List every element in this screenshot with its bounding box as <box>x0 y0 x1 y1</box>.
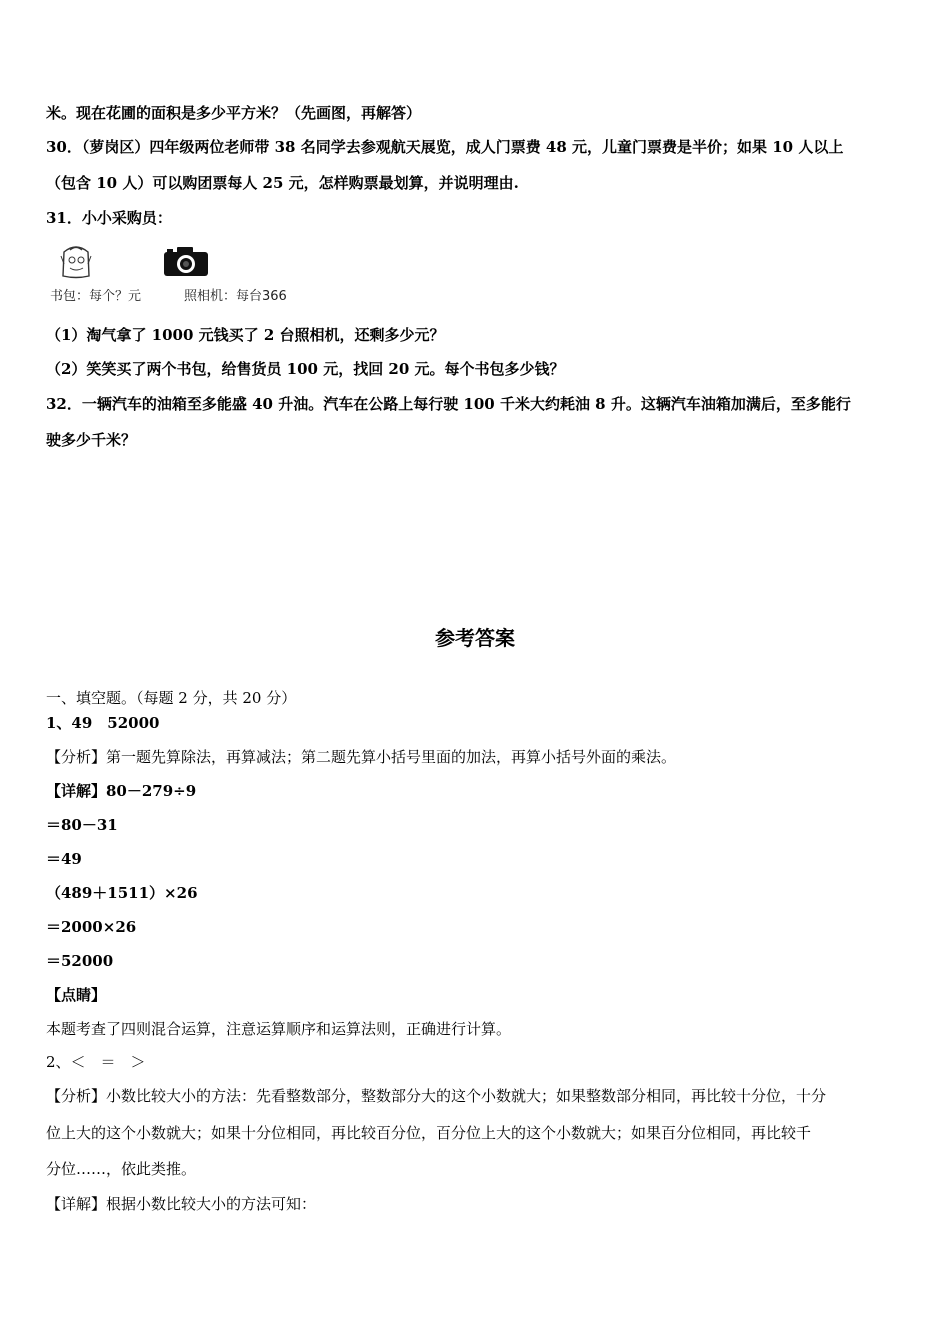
question-31-part-1: （1）淘气拿了 1000 元钱买了 2 台照相机，还剩多少元？ <box>46 326 445 344</box>
camera-price-label: 照相机：每台366 <box>184 289 287 304</box>
question-31-title: 31．小小采购员： <box>46 209 172 227</box>
answer-1-step: （489＋1511）×26 <box>46 884 198 902</box>
answer-1-analysis: 【分析】第一题先算除法，再算减法；第二题先算小括号里面的加法，再算小括号外面的乘法。 <box>46 748 677 766</box>
question-32-line-1: 32．一辆汽车的油箱至多能盛 40 升油。汽车在公路上每行驶 100 千米大约耗油 8 升。这辆汽车油箱加满后，至多能行 <box>46 395 851 413</box>
question-30-line-1: 30．（萝岗区）四年级两位老师带 38 名同学去参观航天展览，成人门票费 48 元，儿童门票费是半价；如果 10 人以上 <box>46 138 844 156</box>
answer-1-detail: 【详解】80－279÷9 <box>46 782 197 800</box>
bag-price-label: 书包：每个？元 <box>50 289 142 304</box>
answer-section-heading: 一、填空题。（每题 2 分，共 20 分） <box>46 689 297 707</box>
answer-1: 1、49 52000 <box>46 714 160 732</box>
question-31-part-2: （2）笑笑买了两个书包，给售货员 100 元，找回 20 元。每个书包多少钱？ <box>46 360 565 378</box>
answer-1-step: ＝2000×26 <box>46 918 137 936</box>
answer-2-analysis-line-1: 【分析】小数比较大小的方法：先看整数部分，整数部分大的这个小数就大；如果整数部分相同，再比较十分位，十分 <box>46 1087 827 1105</box>
question-30-line-2: （包含 10 人）可以购团票每人 25 元，怎样购票最划算，并说明理由. <box>46 174 519 192</box>
question-32-line-2: 驶多少千米？ <box>46 431 137 449</box>
backpack-icon <box>56 242 96 280</box>
answer-2-analysis-line-2: 位上大的这个小数就大；如果十分位相同，再比较百分位，百分位上大的这个小数就大；如果百分位相同，再比较千 <box>46 1124 812 1142</box>
answers-title: 参考答案 <box>435 626 515 650</box>
answer-2-detail: 【详解】根据小数比较大小的方法可知： <box>46 1195 317 1213</box>
answer-1-step: ＝49 <box>46 850 82 868</box>
camera-icon <box>163 244 209 278</box>
answer-1-step: ＝52000 <box>46 952 114 970</box>
answer-2-analysis-line-3: 分位……，依此类推。 <box>46 1160 197 1178</box>
answer-2: 2、＜ ＝ ＞ <box>46 1053 146 1071</box>
answer-1-comment-label: 【点睛】 <box>46 986 107 1004</box>
question-text-line: 米。现在花圃的面积是多少平方米？（先画图，再解答） <box>46 104 422 122</box>
answer-1-comment: 本题考查了四则混合运算，注意运算顺序和运算法则，正确进行计算。 <box>46 1020 512 1038</box>
answer-1-step: ＝80－31 <box>46 816 118 834</box>
